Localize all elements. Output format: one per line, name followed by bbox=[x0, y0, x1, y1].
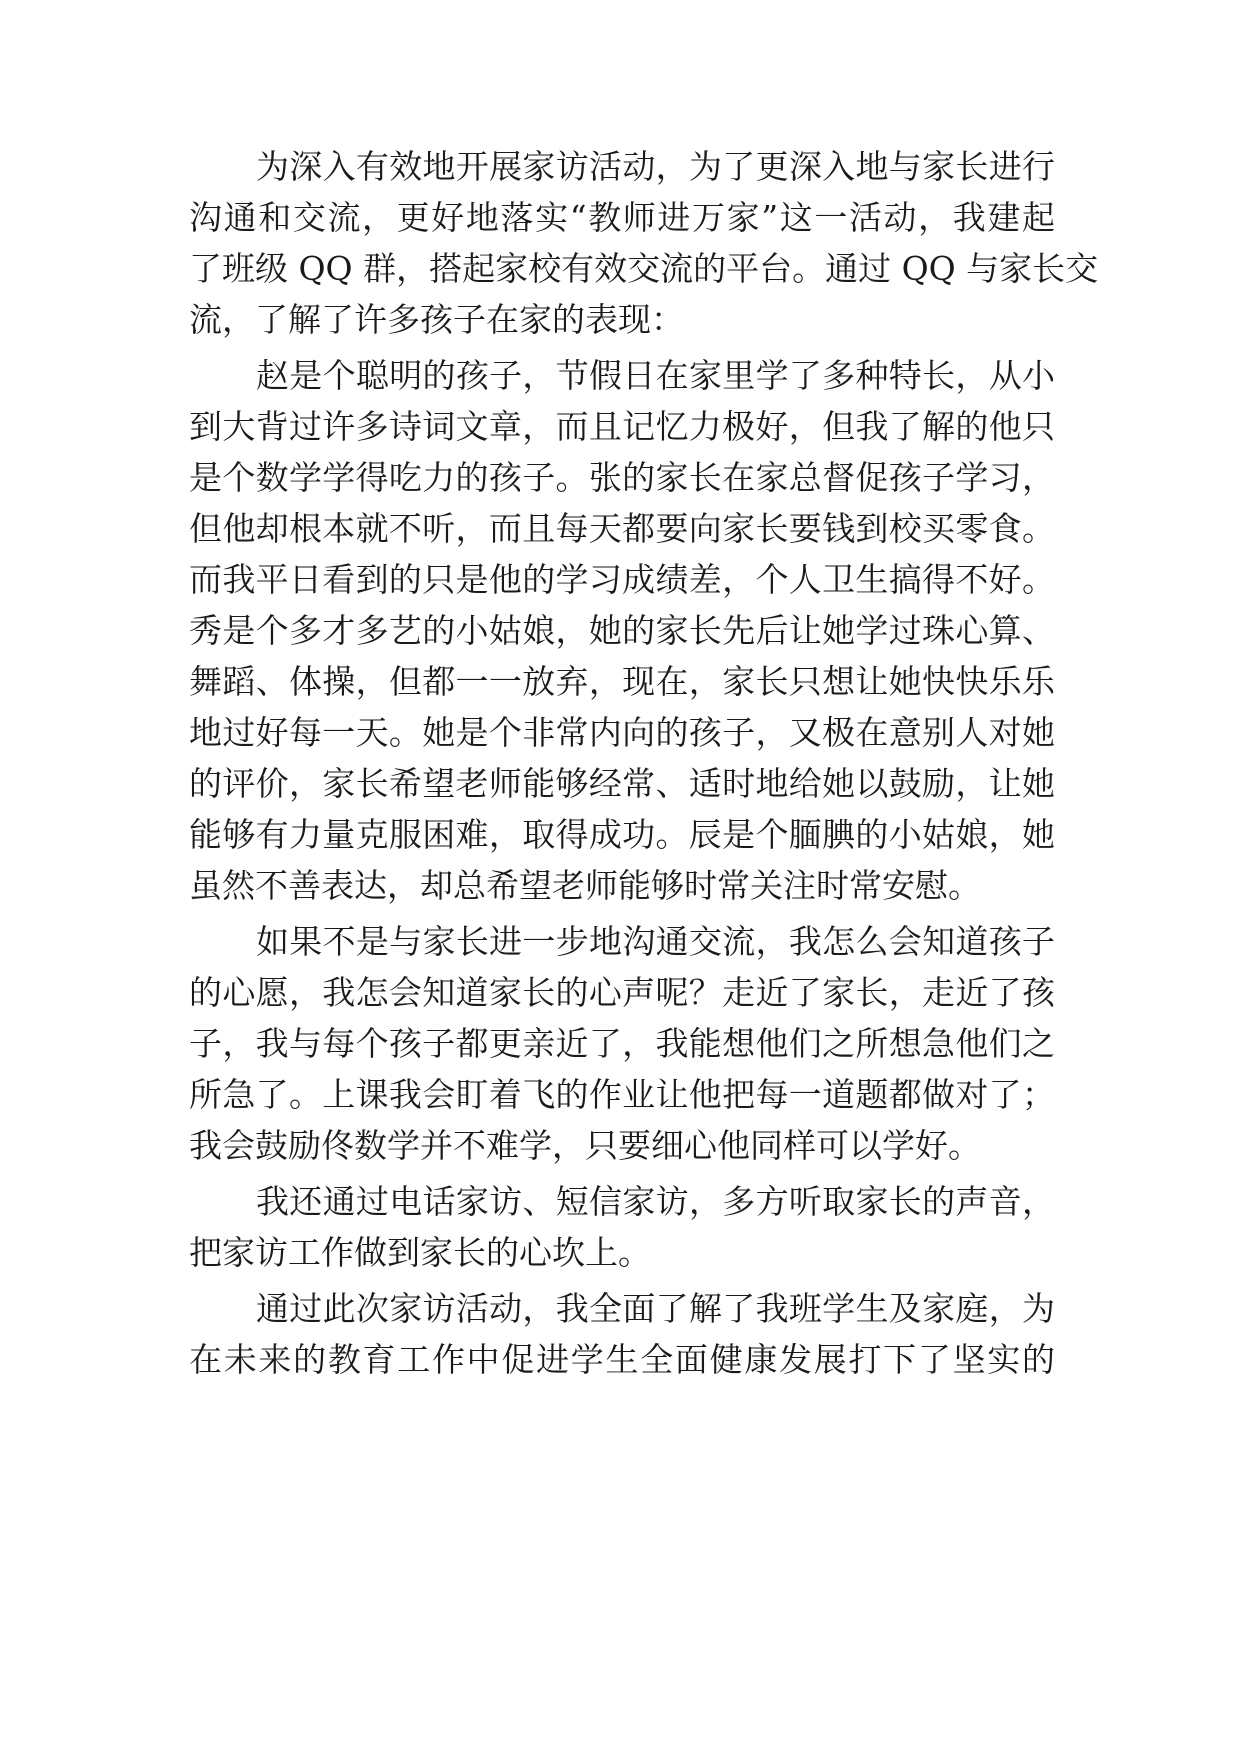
paragraph-5-line-2: 在未来的教育工作中促进学生全面健康发展打下了坚实的 bbox=[189, 1340, 1055, 1379]
paragraph-3-line-3: 子，我与每个孩子都更亲近了，我能想他们之所想急他们之 bbox=[189, 1024, 1055, 1063]
paragraph-2-line-2: 到大背过许多诗词文章，而且记忆力极好，但我了解的他只 bbox=[189, 407, 1055, 446]
paragraph-2-line-11: 虽然不善表达，却总希望老师能够时常关注时常安慰。 bbox=[189, 866, 981, 905]
paragraph-2-line-4: 但他却根本就不听，而且每天都要向家长要钱到校买零食。 bbox=[189, 509, 1055, 548]
paragraph-2-line-8: 地过好每一天。她是个非常内向的孩子，又极在意别人对她 bbox=[189, 713, 1055, 752]
paragraph-2-line-5: 而我平日看到的只是他的学习成绩差，个人卫生搞得不好。 bbox=[189, 560, 1055, 599]
paragraph-4-line-1: 我还通过电话家访、短信家访，多方听取家长的声音， bbox=[256, 1182, 1055, 1221]
paragraph-3-line-2: 的心愿，我怎会知道家长的心声呢？走近了家长，走近了孩 bbox=[189, 973, 1055, 1012]
paragraph-3-line-4: 所急了。上课我会盯着飞的作业让他把每一道题都做对了； bbox=[189, 1075, 1055, 1114]
paragraph-3-line-5: 我会鼓励佟数学并不难学，只要细心他同样可以学好。 bbox=[189, 1126, 981, 1165]
paragraph-1-line-2: 沟通和交流，更好地落实“教师进万家”这一活动，我建起 bbox=[189, 198, 1055, 237]
paragraph-2-line-10: 能够有力量克服困难，取得成功。辰是个腼腆的小姑娘，她 bbox=[189, 815, 1055, 854]
paragraph-2-line-9: 的评价，家长希望老师能够经常、适时地给她以鼓励，让她 bbox=[189, 764, 1055, 803]
paragraph-1-line-1: 为深入有效地开展家访活动，为了更深入地与家长进行 bbox=[256, 147, 1055, 186]
paragraph-2-line-3: 是个数学学得吃力的孩子。张的家长在家总督促孩子学习， bbox=[189, 458, 1055, 497]
paragraph-5-line-1: 通过此次家访活动，我全面了解了我班学生及家庭，为 bbox=[256, 1289, 1055, 1328]
paragraph-2-line-6: 秀是个多才多艺的小姑娘，她的家长先后让她学过珠心算、 bbox=[189, 611, 1055, 650]
paragraph-4-line-2: 把家访工作做到家长的心坎上。 bbox=[189, 1233, 651, 1272]
paragraph-3-line-1: 如果不是与家长进一步地沟通交流，我怎么会知道孩子 bbox=[256, 922, 1055, 961]
paragraph-2-line-1: 赵是个聪明的孩子，节假日在家里学了多种特长，从小 bbox=[256, 356, 1055, 395]
paragraph-1-line-3: 了班级 QQ 群，搭起家校有效交流的平台。通过 QQ 与家长交 bbox=[189, 249, 1099, 288]
paragraph-1-line-4: 流，了解了许多孩子在家的表现： bbox=[189, 300, 684, 339]
paragraph-2-line-7: 舞蹈、体操，但都一一放弃，现在，家长只想让她快快乐乐 bbox=[189, 662, 1055, 701]
